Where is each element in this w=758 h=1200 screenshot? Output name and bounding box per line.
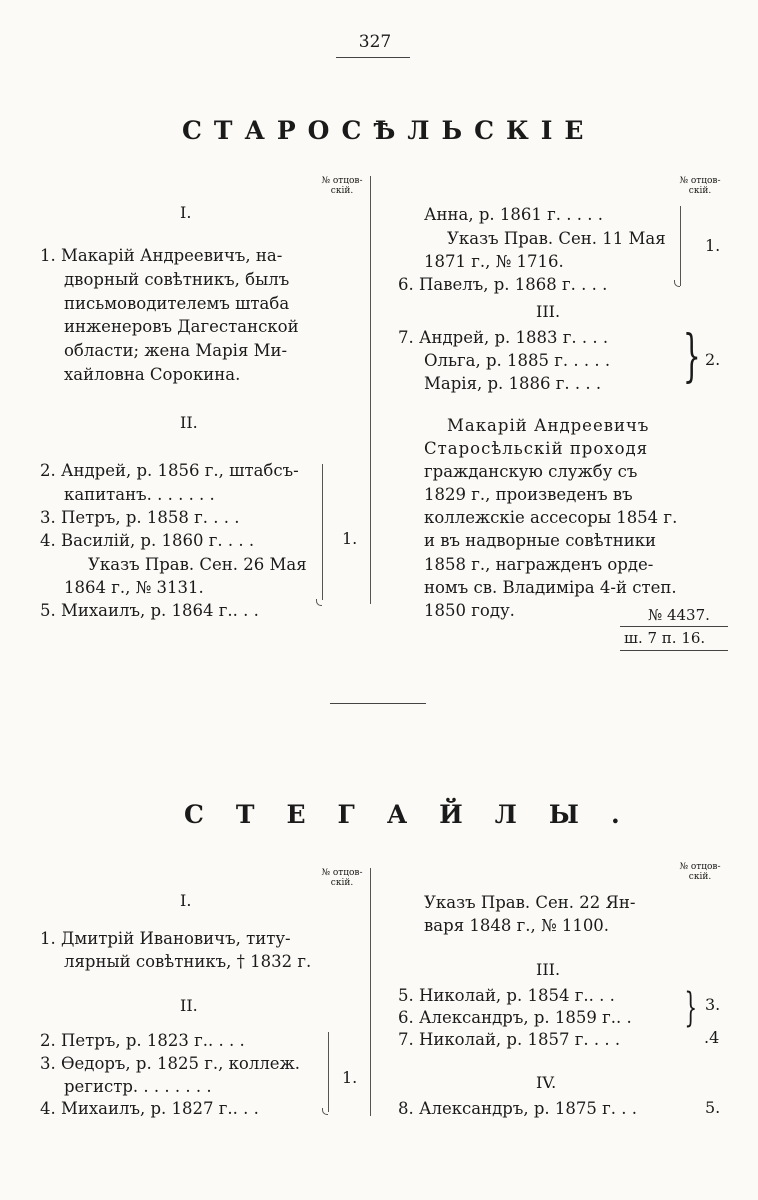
father-number: 5. bbox=[705, 1098, 721, 1117]
entry-line: 1871 г., № 1716. bbox=[424, 252, 564, 271]
entry-line: Указъ Прав. Сен. 11 Мая bbox=[447, 229, 666, 248]
generation-heading-2: II. bbox=[180, 413, 198, 432]
reference-rule bbox=[620, 626, 728, 627]
note-line: номъ св. Владиміра 4-й степ. bbox=[424, 578, 677, 597]
father-number: 1. bbox=[705, 236, 721, 255]
column-header-father-right: № отцов- скій. bbox=[679, 176, 721, 196]
entry-line: 1. Дмитрій Ивановичъ, титу- bbox=[40, 929, 291, 948]
entry-line: инженеровъ Дагестанской bbox=[64, 317, 299, 336]
generation-heading-1: I. bbox=[180, 203, 192, 222]
bracket-tail bbox=[674, 280, 680, 287]
column-divider bbox=[370, 868, 371, 1116]
note-line: Старосѣльскій проходя bbox=[424, 439, 649, 458]
section-separator bbox=[330, 703, 426, 704]
entry-line: 1. Макарій Андреевичъ, на- bbox=[40, 246, 283, 265]
entry-line: 4. Василій, р. 1860 г. . . . bbox=[40, 531, 255, 550]
entry-line: 8. Александръ, р. 1875 г. . . bbox=[398, 1099, 637, 1118]
entry-line: 1864 г., № 3131. bbox=[64, 578, 204, 597]
family-title-starosel: СТАРОСѢЛЬСКІЕ bbox=[182, 116, 596, 145]
bracket-line bbox=[328, 1032, 329, 1112]
generation-heading-4: IV. bbox=[536, 1073, 557, 1092]
note-line: и въ надворные совѣтники bbox=[424, 531, 657, 550]
archive-reference: № 4437. bbox=[648, 606, 710, 624]
archive-shelf: ш. 7 п. 16. bbox=[624, 629, 706, 647]
generation-heading-2: II. bbox=[180, 996, 198, 1015]
family-title-stegaily: СТЕГАЙЛЫ. bbox=[184, 800, 652, 829]
entry-line: варя 1848 г., № 1100. bbox=[424, 916, 610, 935]
bracket-line bbox=[680, 206, 681, 286]
column-header-father-right: № отцов- скій. bbox=[679, 862, 721, 882]
entry-line: письмоводителемъ штаба bbox=[64, 294, 290, 313]
page-number-rule bbox=[336, 57, 410, 58]
page-number: 327 bbox=[358, 32, 392, 52]
note-line: 1858 г., награжденъ орде- bbox=[424, 555, 654, 574]
note-line: коллежскіе ассесоры 1854 г. bbox=[424, 508, 678, 527]
entry-line: 6. Александръ, р. 1859 г.. . bbox=[398, 1008, 632, 1027]
entry-line: 2. Андрей, р. 1856 г., штабсъ- bbox=[40, 461, 299, 480]
bracket-tail bbox=[316, 599, 322, 606]
reference-rule bbox=[620, 650, 728, 651]
father-number: 2. bbox=[705, 350, 721, 369]
entry-line: 2. Петръ, р. 1823 г.. . . . bbox=[40, 1031, 245, 1050]
curly-brace: } bbox=[682, 324, 701, 389]
father-number: 1. bbox=[342, 529, 358, 548]
entry-line: 5. Николай, р. 1854 г.. . . bbox=[398, 986, 615, 1005]
generation-heading-3: III. bbox=[536, 960, 561, 979]
curly-brace: } bbox=[684, 985, 698, 1031]
entry-line: Марія, р. 1886 г. . . . bbox=[424, 374, 602, 393]
column-header-father-left: № отцов- скій. bbox=[321, 176, 363, 196]
note-line: 1829 г., произведенъ въ bbox=[424, 485, 633, 504]
generation-heading-1: I. bbox=[180, 891, 192, 910]
entry-line: 7. Николай, р. 1857 г. . . . bbox=[398, 1030, 621, 1049]
column-divider bbox=[370, 176, 371, 604]
entry-line: регистр. . . . . . . . bbox=[64, 1077, 212, 1096]
entry-line: 3. Ѳедоръ, р. 1825 г., коллеж. bbox=[40, 1054, 300, 1073]
father-number: .4 bbox=[704, 1028, 720, 1047]
column-header-father-left: № отцов- скій. bbox=[321, 868, 363, 888]
note-line: гражданскую службу съ bbox=[424, 462, 638, 481]
generation-heading-3: III. bbox=[536, 302, 561, 321]
entry-line: хайловна Сорокина. bbox=[64, 365, 241, 384]
entry-line: 4. Михаилъ, р. 1827 г.. . . bbox=[40, 1099, 259, 1118]
entry-line: 3. Петръ, р. 1858 г. . . . bbox=[40, 508, 240, 527]
entry-line: Указъ Прав. Сен. 26 Мая bbox=[88, 555, 307, 574]
entry-line: 7. Андрей, р. 1883 г. . . . bbox=[398, 328, 609, 347]
entry-line: Указъ Прав. Сен. 22 Ян- bbox=[424, 893, 636, 912]
note-line: 1850 году. bbox=[424, 601, 515, 620]
entry-line: лярный совѣтникъ, † 1832 г. bbox=[64, 952, 312, 971]
father-number: 3. bbox=[705, 995, 721, 1014]
entry-line: 6. Павелъ, р. 1868 г. . . . bbox=[398, 275, 608, 294]
entry-line: Ольга, р. 1885 г. . . . . bbox=[424, 351, 611, 370]
bracket-line bbox=[322, 464, 323, 600]
father-number: 1. bbox=[342, 1068, 358, 1087]
bracket-tail bbox=[322, 1108, 328, 1115]
note-line: Макарій Андреевичъ bbox=[447, 416, 650, 435]
entry-line: Анна, р. 1861 г. . . . . bbox=[424, 205, 603, 224]
entry-line: 5. Михаилъ, р. 1864 г.. . . bbox=[40, 601, 259, 620]
entry-line: капитанъ. . . . . . . bbox=[64, 485, 215, 504]
entry-line: дворный совѣтникъ, былъ bbox=[64, 270, 290, 289]
entry-line: области; жена Марія Ми- bbox=[64, 341, 288, 360]
